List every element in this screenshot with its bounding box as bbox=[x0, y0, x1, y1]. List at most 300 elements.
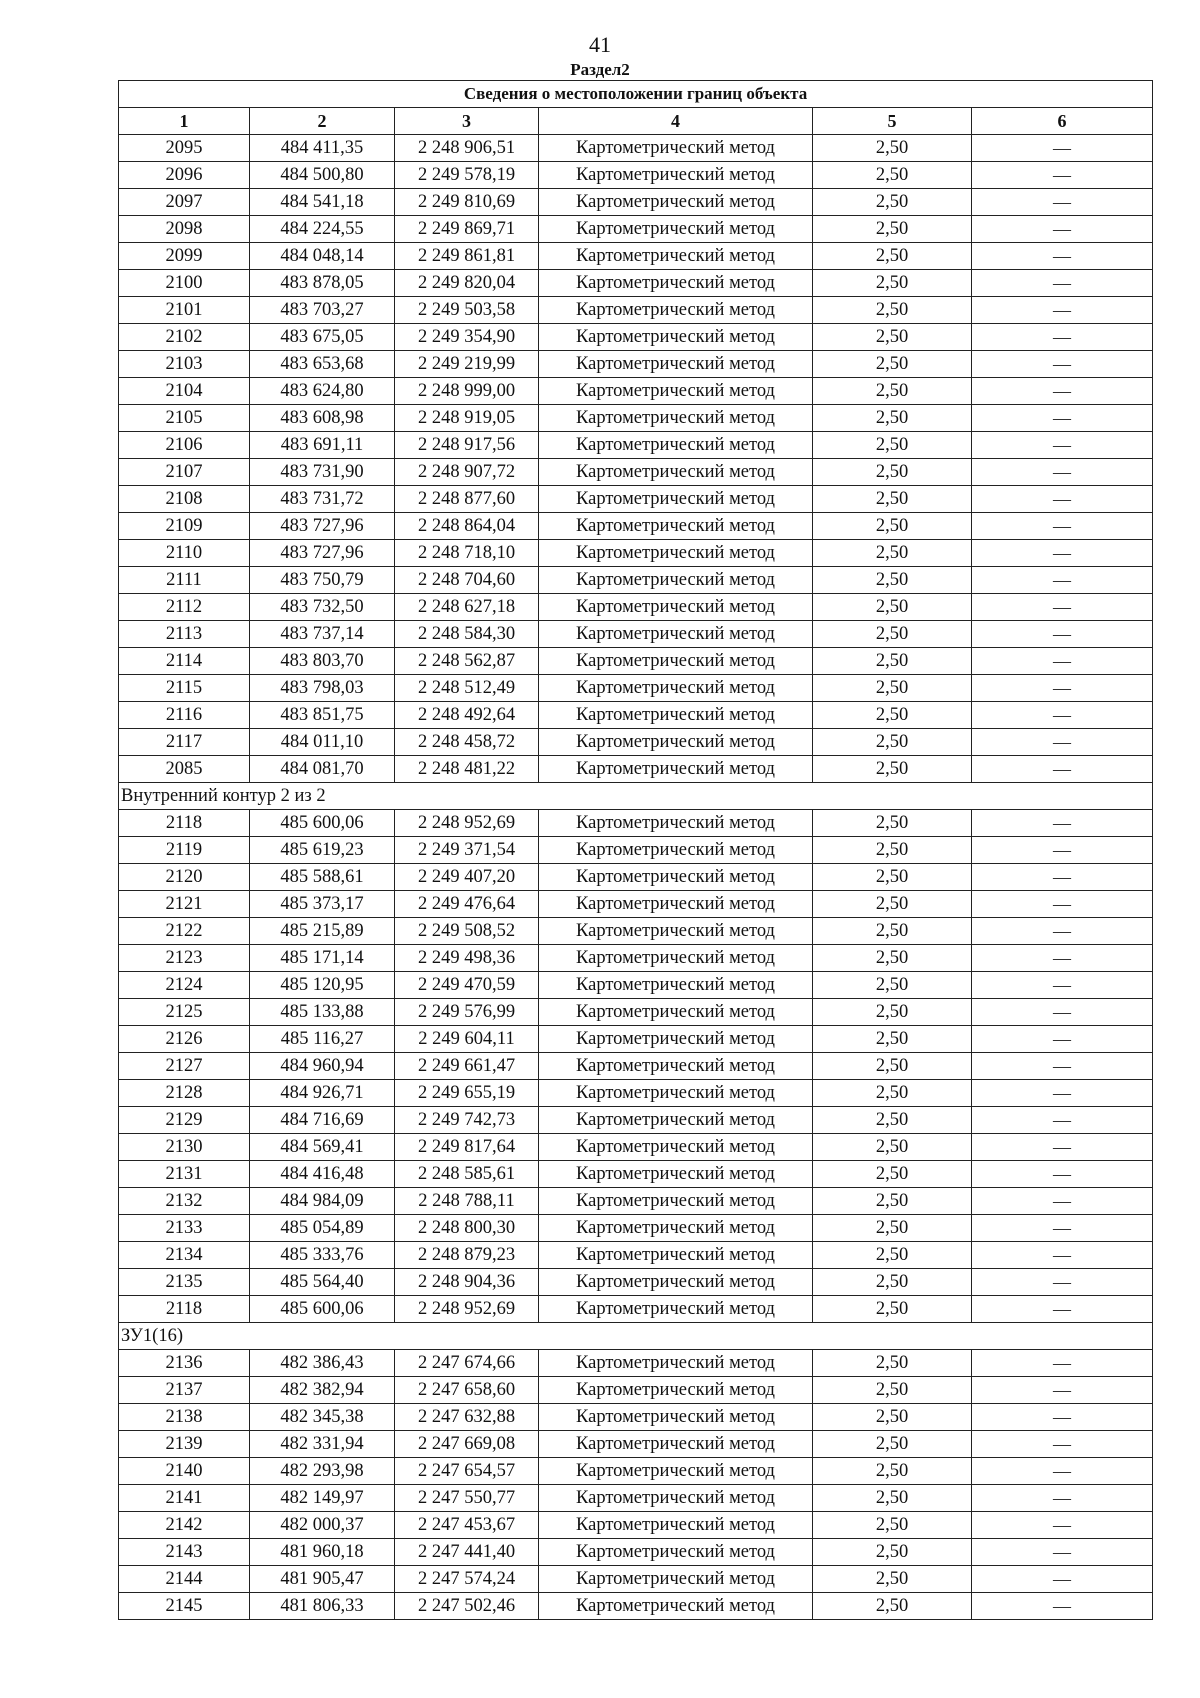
x-coordinate-cell: 485 588,61 bbox=[250, 864, 395, 891]
table-row bbox=[119, 1431, 1153, 1458]
accuracy-cell: 2,50 bbox=[813, 378, 972, 405]
x-coordinate-cell: 483 851,75 bbox=[250, 702, 395, 729]
table-row bbox=[119, 891, 1153, 918]
column-number-5: 5 bbox=[813, 108, 972, 135]
note-cell: — bbox=[972, 999, 1153, 1026]
table-row bbox=[119, 135, 1153, 162]
note-cell: — bbox=[972, 1485, 1153, 1512]
accuracy-cell: 2,50 bbox=[813, 270, 972, 297]
x-coordinate-cell: 483 737,14 bbox=[250, 621, 395, 648]
x-coordinate-cell: 485 600,06 bbox=[250, 1296, 395, 1323]
note-cell: — bbox=[972, 1242, 1153, 1269]
x-coordinate-cell: 483 732,50 bbox=[250, 594, 395, 621]
point-number-cell: 2132 bbox=[119, 1188, 250, 1215]
table-row bbox=[119, 1053, 1153, 1080]
accuracy-cell: 2,50 bbox=[813, 648, 972, 675]
table-row bbox=[119, 1566, 1153, 1593]
point-number-cell: 2122 bbox=[119, 918, 250, 945]
accuracy-cell: 2,50 bbox=[813, 972, 972, 999]
method-cell: Картометрический метод bbox=[539, 1350, 813, 1377]
y-coordinate-cell: 2 249 820,04 bbox=[395, 270, 539, 297]
table-row bbox=[119, 675, 1153, 702]
table-row bbox=[119, 810, 1153, 837]
accuracy-cell: 2,50 bbox=[813, 189, 972, 216]
accuracy-cell: 2,50 bbox=[813, 1269, 972, 1296]
x-coordinate-cell: 484 411,35 bbox=[250, 135, 395, 162]
x-coordinate-cell: 484 048,14 bbox=[250, 243, 395, 270]
y-coordinate-cell: 2 248 492,64 bbox=[395, 702, 539, 729]
y-coordinate-cell: 2 248 879,23 bbox=[395, 1242, 539, 1269]
point-number-cell: 2133 bbox=[119, 1215, 250, 1242]
accuracy-cell: 2,50 bbox=[813, 1242, 972, 1269]
method-cell: Картометрический метод bbox=[539, 918, 813, 945]
table-row bbox=[119, 1404, 1153, 1431]
note-cell: — bbox=[972, 1593, 1153, 1620]
method-cell: Картометрический метод bbox=[539, 1026, 813, 1053]
x-coordinate-cell: 482 293,98 bbox=[250, 1458, 395, 1485]
note-cell: — bbox=[972, 297, 1153, 324]
method-cell: Картометрический метод bbox=[539, 270, 813, 297]
x-coordinate-cell: 483 731,90 bbox=[250, 459, 395, 486]
method-cell: Картометрический метод bbox=[539, 567, 813, 594]
table-row bbox=[119, 432, 1153, 459]
note-cell: — bbox=[972, 810, 1153, 837]
table-row bbox=[119, 378, 1153, 405]
table-row bbox=[119, 513, 1153, 540]
accuracy-cell: 2,50 bbox=[813, 621, 972, 648]
x-coordinate-cell: 484 500,80 bbox=[250, 162, 395, 189]
point-number-cell: 2115 bbox=[119, 675, 250, 702]
point-number-cell: 2097 bbox=[119, 189, 250, 216]
note-cell: — bbox=[972, 189, 1153, 216]
method-cell: Картометрический метод bbox=[539, 1485, 813, 1512]
accuracy-cell: 2,50 bbox=[813, 1134, 972, 1161]
point-number-cell: 2123 bbox=[119, 945, 250, 972]
boundary-coordinates-table bbox=[118, 80, 1153, 1620]
note-cell: — bbox=[972, 972, 1153, 999]
y-coordinate-cell: 2 248 917,56 bbox=[395, 432, 539, 459]
x-coordinate-cell: 484 224,55 bbox=[250, 216, 395, 243]
note-cell: — bbox=[972, 135, 1153, 162]
note-cell: — bbox=[972, 1296, 1153, 1323]
method-cell: Картометрический метод bbox=[539, 459, 813, 486]
x-coordinate-cell: 484 569,41 bbox=[250, 1134, 395, 1161]
point-number-cell: 2128 bbox=[119, 1080, 250, 1107]
method-cell: Картометрический метод bbox=[539, 756, 813, 783]
table-row bbox=[119, 837, 1153, 864]
note-cell: — bbox=[972, 1512, 1153, 1539]
accuracy-cell: 2,50 bbox=[813, 567, 972, 594]
table-row bbox=[119, 324, 1153, 351]
y-coordinate-cell: 2 248 952,69 bbox=[395, 810, 539, 837]
method-cell: Картометрический метод bbox=[539, 1107, 813, 1134]
table-row bbox=[119, 567, 1153, 594]
note-cell: — bbox=[972, 1134, 1153, 1161]
point-number-cell: 2119 bbox=[119, 837, 250, 864]
table-row bbox=[119, 945, 1153, 972]
note-cell: — bbox=[972, 432, 1153, 459]
table-row bbox=[119, 189, 1153, 216]
y-coordinate-cell: 2 247 453,67 bbox=[395, 1512, 539, 1539]
method-cell: Картометрический метод bbox=[539, 432, 813, 459]
x-coordinate-cell: 483 727,96 bbox=[250, 540, 395, 567]
note-cell: — bbox=[972, 945, 1153, 972]
x-coordinate-cell: 485 171,14 bbox=[250, 945, 395, 972]
x-coordinate-cell: 483 798,03 bbox=[250, 675, 395, 702]
note-cell: — bbox=[972, 918, 1153, 945]
x-coordinate-cell: 483 803,70 bbox=[250, 648, 395, 675]
point-number-cell: 2121 bbox=[119, 891, 250, 918]
point-number-cell: 2100 bbox=[119, 270, 250, 297]
point-number-cell: 2102 bbox=[119, 324, 250, 351]
accuracy-cell: 2,50 bbox=[813, 162, 972, 189]
method-cell: Картометрический метод bbox=[539, 999, 813, 1026]
point-number-cell: 2111 bbox=[119, 567, 250, 594]
accuracy-cell: 2,50 bbox=[813, 1215, 972, 1242]
accuracy-cell: 2,50 bbox=[813, 405, 972, 432]
accuracy-cell: 2,50 bbox=[813, 1026, 972, 1053]
x-coordinate-cell: 484 960,94 bbox=[250, 1053, 395, 1080]
y-coordinate-cell: 2 247 502,46 bbox=[395, 1593, 539, 1620]
x-coordinate-cell: 485 619,23 bbox=[250, 837, 395, 864]
point-number-cell: 2139 bbox=[119, 1431, 250, 1458]
note-cell: — bbox=[972, 1215, 1153, 1242]
x-coordinate-cell: 482 386,43 bbox=[250, 1350, 395, 1377]
x-coordinate-cell: 482 149,97 bbox=[250, 1485, 395, 1512]
y-coordinate-cell: 2 248 800,30 bbox=[395, 1215, 539, 1242]
table-caption: Сведения о местоположении границ объекта bbox=[119, 81, 1153, 108]
accuracy-cell: 2,50 bbox=[813, 243, 972, 270]
column-number-row bbox=[119, 108, 1153, 135]
point-number-cell: 2099 bbox=[119, 243, 250, 270]
method-cell: Картометрический метод bbox=[539, 513, 813, 540]
y-coordinate-cell: 2 247 654,57 bbox=[395, 1458, 539, 1485]
table-row bbox=[119, 1539, 1153, 1566]
accuracy-cell: 2,50 bbox=[813, 297, 972, 324]
method-cell: Картометрический метод bbox=[539, 891, 813, 918]
x-coordinate-cell: 483 750,79 bbox=[250, 567, 395, 594]
y-coordinate-cell: 2 249 817,64 bbox=[395, 1134, 539, 1161]
note-cell: — bbox=[972, 648, 1153, 675]
table-row bbox=[119, 1350, 1153, 1377]
point-number-cell: 2108 bbox=[119, 486, 250, 513]
method-cell: Картометрический метод bbox=[539, 648, 813, 675]
point-number-cell: 2141 bbox=[119, 1485, 250, 1512]
table-row bbox=[119, 1161, 1153, 1188]
method-cell: Картометрический метод bbox=[539, 1134, 813, 1161]
table-row bbox=[119, 270, 1153, 297]
point-number-cell: 2103 bbox=[119, 351, 250, 378]
point-number-cell: 2135 bbox=[119, 1269, 250, 1296]
y-coordinate-cell: 2 248 952,69 bbox=[395, 1296, 539, 1323]
point-number-cell: 2134 bbox=[119, 1242, 250, 1269]
table-row bbox=[119, 594, 1153, 621]
y-coordinate-cell: 2 249 407,20 bbox=[395, 864, 539, 891]
method-cell: Картометрический метод bbox=[539, 675, 813, 702]
accuracy-cell: 2,50 bbox=[813, 837, 972, 864]
method-cell: Картометрический метод bbox=[539, 1161, 813, 1188]
method-cell: Картометрический метод bbox=[539, 378, 813, 405]
y-coordinate-cell: 2 248 904,36 bbox=[395, 1269, 539, 1296]
table-row bbox=[119, 1080, 1153, 1107]
point-number-cell: 2144 bbox=[119, 1566, 250, 1593]
note-cell: — bbox=[972, 864, 1153, 891]
method-cell: Картометрический метод bbox=[539, 621, 813, 648]
method-cell: Картометрический метод bbox=[539, 216, 813, 243]
point-number-cell: 2112 bbox=[119, 594, 250, 621]
x-coordinate-cell: 482 331,94 bbox=[250, 1431, 395, 1458]
y-coordinate-cell: 2 248 999,00 bbox=[395, 378, 539, 405]
x-coordinate-cell: 485 133,88 bbox=[250, 999, 395, 1026]
y-coordinate-cell: 2 248 458,72 bbox=[395, 729, 539, 756]
y-coordinate-cell: 2 249 354,90 bbox=[395, 324, 539, 351]
x-coordinate-cell: 483 608,98 bbox=[250, 405, 395, 432]
y-coordinate-cell: 2 248 877,60 bbox=[395, 486, 539, 513]
method-cell: Картометрический метод bbox=[539, 1269, 813, 1296]
note-cell: — bbox=[972, 378, 1153, 405]
accuracy-cell: 2,50 bbox=[813, 918, 972, 945]
y-coordinate-cell: 2 249 476,64 bbox=[395, 891, 539, 918]
x-coordinate-cell: 483 691,11 bbox=[250, 432, 395, 459]
x-coordinate-cell: 483 703,27 bbox=[250, 297, 395, 324]
accuracy-cell: 2,50 bbox=[813, 1512, 972, 1539]
table-row bbox=[119, 243, 1153, 270]
y-coordinate-cell: 2 249 371,54 bbox=[395, 837, 539, 864]
y-coordinate-cell: 2 249 578,19 bbox=[395, 162, 539, 189]
table-row bbox=[119, 702, 1153, 729]
group-header-row bbox=[119, 1323, 1153, 1350]
point-number-cell: 2126 bbox=[119, 1026, 250, 1053]
method-cell: Картометрический метод bbox=[539, 189, 813, 216]
method-cell: Картометрический метод bbox=[539, 1377, 813, 1404]
method-cell: Картометрический метод bbox=[539, 324, 813, 351]
accuracy-cell: 2,50 bbox=[813, 432, 972, 459]
table-row bbox=[119, 1134, 1153, 1161]
y-coordinate-cell: 2 247 574,24 bbox=[395, 1566, 539, 1593]
x-coordinate-cell: 485 116,27 bbox=[250, 1026, 395, 1053]
note-cell: — bbox=[972, 270, 1153, 297]
point-number-cell: 2124 bbox=[119, 972, 250, 999]
accuracy-cell: 2,50 bbox=[813, 1485, 972, 1512]
accuracy-cell: 2,50 bbox=[813, 135, 972, 162]
x-coordinate-cell: 483 727,96 bbox=[250, 513, 395, 540]
x-coordinate-cell: 485 215,89 bbox=[250, 918, 395, 945]
note-cell: — bbox=[972, 567, 1153, 594]
table-row bbox=[119, 756, 1153, 783]
column-number-1: 1 bbox=[119, 108, 250, 135]
y-coordinate-cell: 2 247 441,40 bbox=[395, 1539, 539, 1566]
point-number-cell: 2118 bbox=[119, 1296, 250, 1323]
point-number-cell: 2095 bbox=[119, 135, 250, 162]
y-coordinate-cell: 2 248 718,10 bbox=[395, 540, 539, 567]
note-cell: — bbox=[972, 243, 1153, 270]
method-cell: Картометрический метод bbox=[539, 837, 813, 864]
note-cell: — bbox=[972, 162, 1153, 189]
note-cell: — bbox=[972, 1458, 1153, 1485]
accuracy-cell: 2,50 bbox=[813, 1431, 972, 1458]
x-coordinate-cell: 484 926,71 bbox=[250, 1080, 395, 1107]
table-row bbox=[119, 297, 1153, 324]
accuracy-cell: 2,50 bbox=[813, 459, 972, 486]
table-row bbox=[119, 864, 1153, 891]
point-number-cell: 2127 bbox=[119, 1053, 250, 1080]
method-cell: Картометрический метод bbox=[539, 1215, 813, 1242]
accuracy-cell: 2,50 bbox=[813, 594, 972, 621]
table-row bbox=[119, 1296, 1153, 1323]
x-coordinate-cell: 485 120,95 bbox=[250, 972, 395, 999]
table-row bbox=[119, 1188, 1153, 1215]
table-body bbox=[119, 135, 1153, 1620]
method-cell: Картометрический метод bbox=[539, 1404, 813, 1431]
y-coordinate-cell: 2 248 907,72 bbox=[395, 459, 539, 486]
method-cell: Картометрический метод bbox=[539, 243, 813, 270]
y-coordinate-cell: 2 249 219,99 bbox=[395, 351, 539, 378]
y-coordinate-cell: 2 248 864,04 bbox=[395, 513, 539, 540]
table-row bbox=[119, 351, 1153, 378]
accuracy-cell: 2,50 bbox=[813, 1377, 972, 1404]
x-coordinate-cell: 484 984,09 bbox=[250, 1188, 395, 1215]
y-coordinate-cell: 2 247 550,77 bbox=[395, 1485, 539, 1512]
accuracy-cell: 2,50 bbox=[813, 351, 972, 378]
y-coordinate-cell: 2 248 704,60 bbox=[395, 567, 539, 594]
table-row bbox=[119, 972, 1153, 999]
y-coordinate-cell: 2 249 604,11 bbox=[395, 1026, 539, 1053]
group-label: ЗУ1(16) bbox=[119, 1323, 1153, 1350]
point-number-cell: 2104 bbox=[119, 378, 250, 405]
x-coordinate-cell: 483 731,72 bbox=[250, 486, 395, 513]
point-number-cell: 2120 bbox=[119, 864, 250, 891]
point-number-cell: 2096 bbox=[119, 162, 250, 189]
note-cell: — bbox=[972, 459, 1153, 486]
column-number-6: 6 bbox=[972, 108, 1153, 135]
accuracy-cell: 2,50 bbox=[813, 864, 972, 891]
note-cell: — bbox=[972, 621, 1153, 648]
accuracy-cell: 2,50 bbox=[813, 891, 972, 918]
point-number-cell: 2142 bbox=[119, 1512, 250, 1539]
y-coordinate-cell: 2 249 576,99 bbox=[395, 999, 539, 1026]
accuracy-cell: 2,50 bbox=[813, 756, 972, 783]
y-coordinate-cell: 2 248 906,51 bbox=[395, 135, 539, 162]
group-label: Внутренний контур 2 из 2 bbox=[119, 783, 1153, 810]
accuracy-cell: 2,50 bbox=[813, 324, 972, 351]
accuracy-cell: 2,50 bbox=[813, 1539, 972, 1566]
note-cell: — bbox=[972, 594, 1153, 621]
x-coordinate-cell: 483 675,05 bbox=[250, 324, 395, 351]
note-cell: — bbox=[972, 891, 1153, 918]
method-cell: Картометрический метод bbox=[539, 972, 813, 999]
x-coordinate-cell: 481 806,33 bbox=[250, 1593, 395, 1620]
point-number-cell: 2114 bbox=[119, 648, 250, 675]
note-cell: — bbox=[972, 1350, 1153, 1377]
accuracy-cell: 2,50 bbox=[813, 513, 972, 540]
x-coordinate-cell: 485 600,06 bbox=[250, 810, 395, 837]
note-cell: — bbox=[972, 1107, 1153, 1134]
accuracy-cell: 2,50 bbox=[813, 1296, 972, 1323]
accuracy-cell: 2,50 bbox=[813, 702, 972, 729]
accuracy-cell: 2,50 bbox=[813, 1161, 972, 1188]
note-cell: — bbox=[972, 1188, 1153, 1215]
point-number-cell: 2117 bbox=[119, 729, 250, 756]
point-number-cell: 2107 bbox=[119, 459, 250, 486]
accuracy-cell: 2,50 bbox=[813, 1350, 972, 1377]
note-cell: — bbox=[972, 1269, 1153, 1296]
method-cell: Картометрический метод bbox=[539, 1080, 813, 1107]
method-cell: Картометрический метод bbox=[539, 945, 813, 972]
y-coordinate-cell: 2 248 512,49 bbox=[395, 675, 539, 702]
method-cell: Картометрический метод bbox=[539, 1458, 813, 1485]
point-number-cell: 2136 bbox=[119, 1350, 250, 1377]
point-number-cell: 2085 bbox=[119, 756, 250, 783]
y-coordinate-cell: 2 249 470,59 bbox=[395, 972, 539, 999]
accuracy-cell: 2,50 bbox=[813, 729, 972, 756]
y-coordinate-cell: 2 249 655,19 bbox=[395, 1080, 539, 1107]
method-cell: Картометрический метод bbox=[539, 594, 813, 621]
method-cell: Картометрический метод bbox=[539, 135, 813, 162]
accuracy-cell: 2,50 bbox=[813, 1458, 972, 1485]
x-coordinate-cell: 484 081,70 bbox=[250, 756, 395, 783]
page-number: 41 bbox=[589, 32, 611, 57]
y-coordinate-cell: 2 248 919,05 bbox=[395, 405, 539, 432]
table-row bbox=[119, 648, 1153, 675]
x-coordinate-cell: 484 416,48 bbox=[250, 1161, 395, 1188]
method-cell: Картометрический метод bbox=[539, 1053, 813, 1080]
table-row bbox=[119, 1485, 1153, 1512]
point-number-cell: 2143 bbox=[119, 1539, 250, 1566]
method-cell: Картометрический метод bbox=[539, 540, 813, 567]
y-coordinate-cell: 2 249 503,58 bbox=[395, 297, 539, 324]
note-cell: — bbox=[972, 324, 1153, 351]
accuracy-cell: 2,50 bbox=[813, 1080, 972, 1107]
x-coordinate-cell: 485 564,40 bbox=[250, 1269, 395, 1296]
table-row bbox=[119, 1458, 1153, 1485]
table-row bbox=[119, 1107, 1153, 1134]
point-number-cell: 2110 bbox=[119, 540, 250, 567]
y-coordinate-cell: 2 248 562,87 bbox=[395, 648, 539, 675]
note-cell: — bbox=[972, 1053, 1153, 1080]
y-coordinate-cell: 2 249 869,71 bbox=[395, 216, 539, 243]
x-coordinate-cell: 481 960,18 bbox=[250, 1539, 395, 1566]
table-row bbox=[119, 1215, 1153, 1242]
note-cell: — bbox=[972, 1026, 1153, 1053]
note-cell: — bbox=[972, 729, 1153, 756]
method-cell: Картометрический метод bbox=[539, 729, 813, 756]
x-coordinate-cell: 483 653,68 bbox=[250, 351, 395, 378]
table-row bbox=[119, 486, 1153, 513]
x-coordinate-cell: 483 624,80 bbox=[250, 378, 395, 405]
note-cell: — bbox=[972, 540, 1153, 567]
x-coordinate-cell: 485 373,17 bbox=[250, 891, 395, 918]
y-coordinate-cell: 2 249 661,47 bbox=[395, 1053, 539, 1080]
y-coordinate-cell: 2 247 632,88 bbox=[395, 1404, 539, 1431]
y-coordinate-cell: 2 248 627,18 bbox=[395, 594, 539, 621]
note-cell: — bbox=[972, 513, 1153, 540]
x-coordinate-cell: 484 541,18 bbox=[250, 189, 395, 216]
x-coordinate-cell: 485 333,76 bbox=[250, 1242, 395, 1269]
method-cell: Картометрический метод bbox=[539, 864, 813, 891]
accuracy-cell: 2,50 bbox=[813, 945, 972, 972]
note-cell: — bbox=[972, 405, 1153, 432]
point-number-cell: 2131 bbox=[119, 1161, 250, 1188]
method-cell: Картометрический метод bbox=[539, 162, 813, 189]
point-number-cell: 2109 bbox=[119, 513, 250, 540]
y-coordinate-cell: 2 247 674,66 bbox=[395, 1350, 539, 1377]
y-coordinate-cell: 2 248 481,22 bbox=[395, 756, 539, 783]
method-cell: Картометрический метод bbox=[539, 1512, 813, 1539]
accuracy-cell: 2,50 bbox=[813, 810, 972, 837]
note-cell: — bbox=[972, 756, 1153, 783]
point-number-cell: 2101 bbox=[119, 297, 250, 324]
y-coordinate-cell: 2 249 861,81 bbox=[395, 243, 539, 270]
